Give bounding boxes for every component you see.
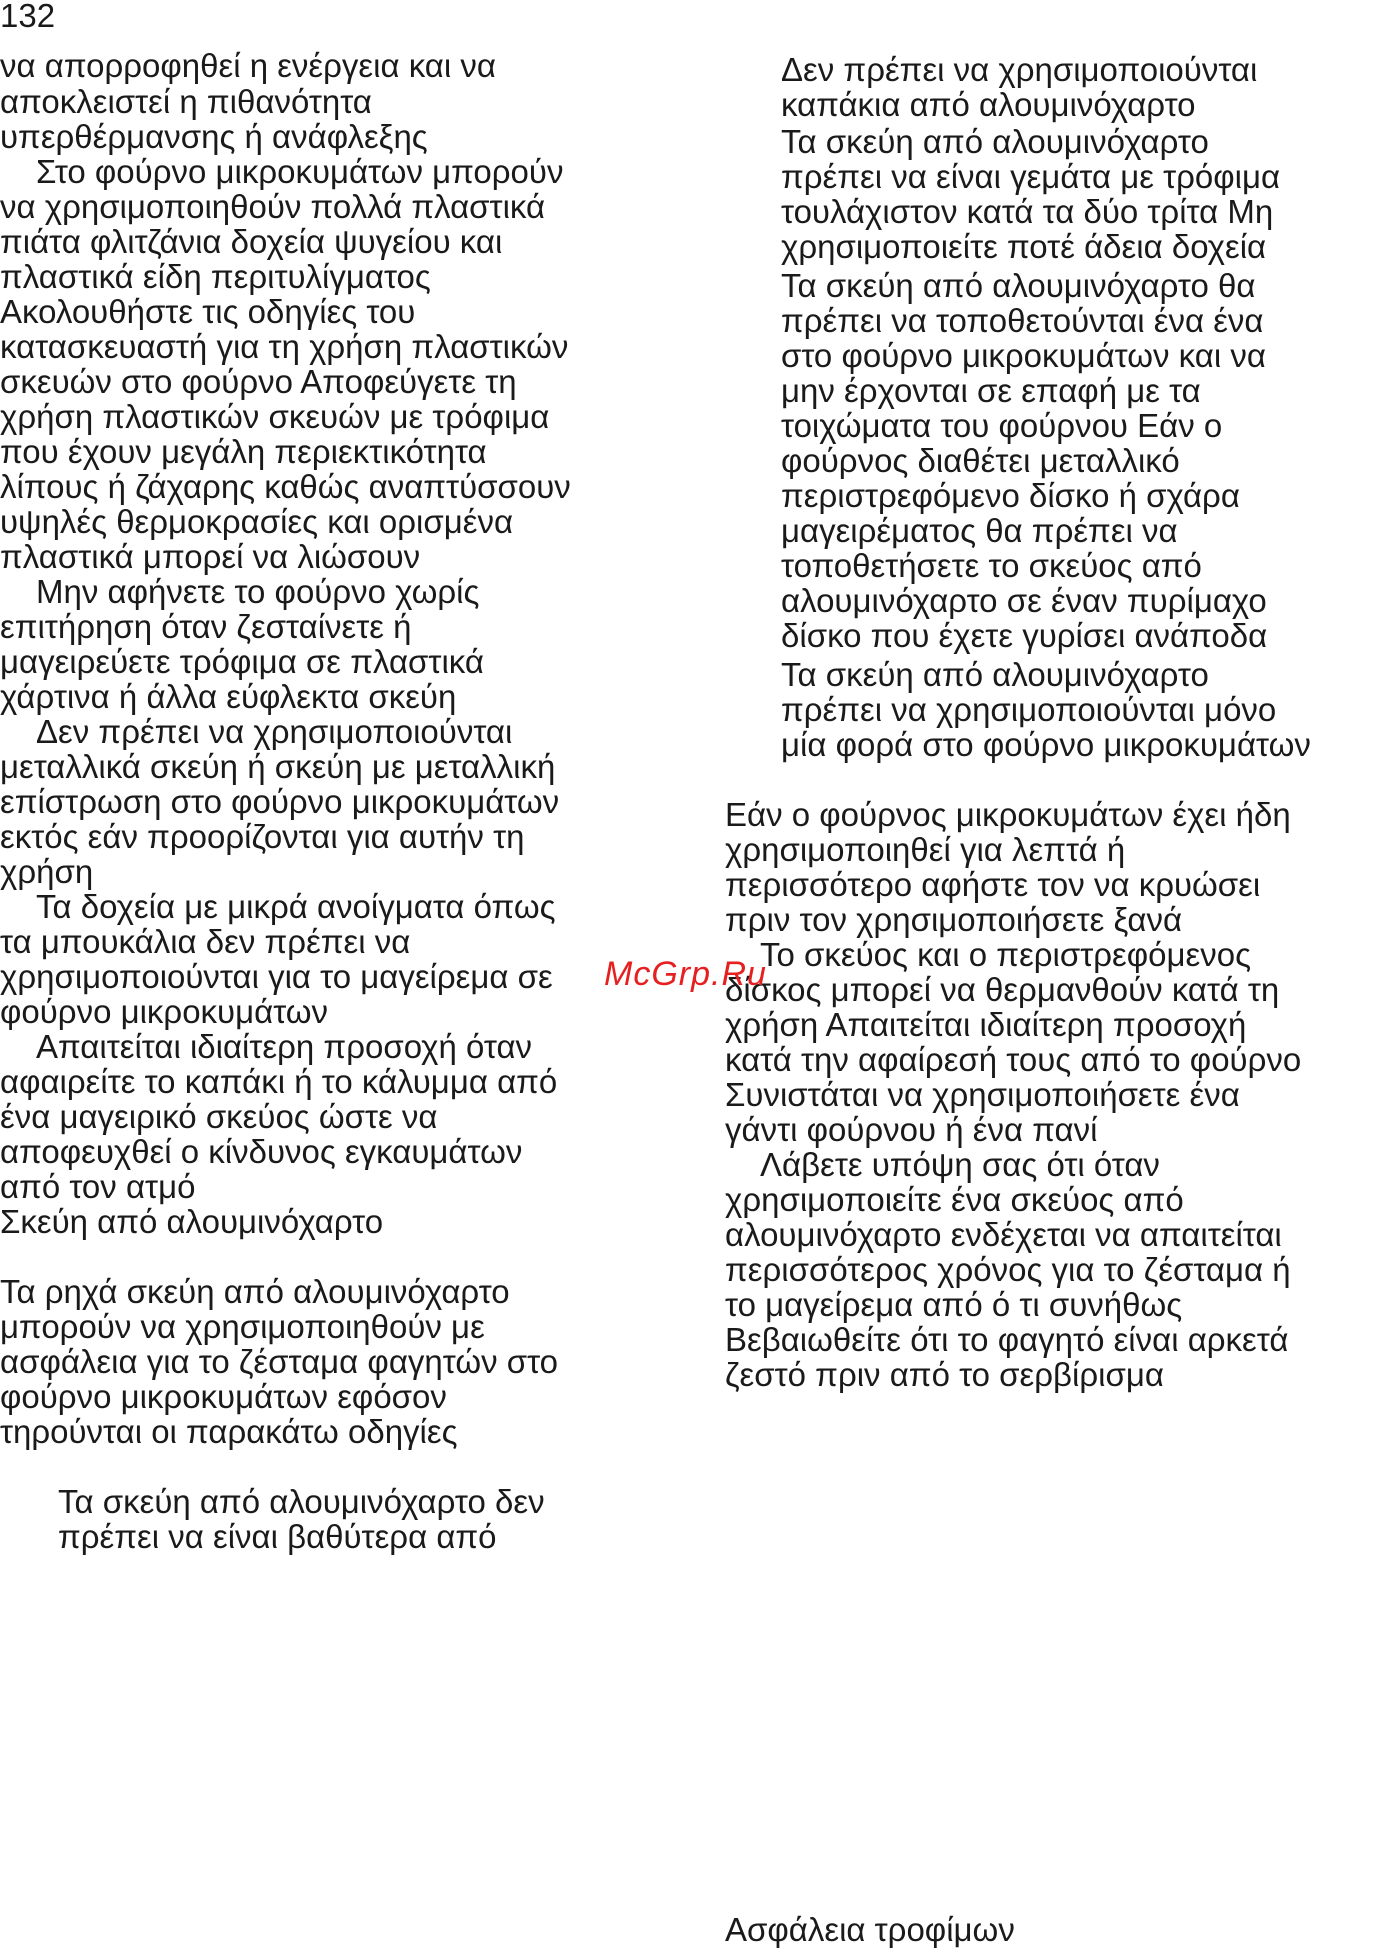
left-column-line: αποκλειστεί η πιθανότητα — [0, 83, 372, 120]
right-column-line: Το σκεύος και ο περιστρεφόμενος — [760, 936, 1252, 973]
left-column-line: που έχουν μεγάλη περιεκτικότητα — [0, 433, 487, 470]
left-column-line: μπορούν να χρησιμοποιηθούν με — [0, 1308, 485, 1345]
right-column-line: τοιχώματα του φούρνου Εάν ο — [781, 407, 1223, 444]
left-column-line: μαγειρεύετε τρόφιμα σε πλαστικά — [0, 643, 484, 680]
left-column-line: Τα δοχεία με μικρά ανοίγματα όπως — [36, 888, 556, 925]
left-column-line: πιάτα φλιτζάνια δοχεία ψυγείου και — [0, 223, 503, 260]
watermark: McGrp.Ru — [604, 955, 767, 993]
left-column-line: λίπους ή ζάχαρης καθώς αναπτύσσουν — [0, 468, 571, 505]
right-column-line: μην έρχονται σε επαφή με τα — [781, 372, 1201, 409]
left-column-line: κατασκευαστή για τη χρήση πλαστικών — [0, 328, 569, 365]
right-column-line: μία φορά στο φούρνο μικροκυμάτων — [781, 726, 1311, 763]
left-column-line: επιτήρηση όταν ζεσταίνετε ή — [0, 608, 412, 645]
left-column-line: ασφάλεια για το ζέσταμα φαγητών στο — [0, 1343, 559, 1380]
right-column-line: δίσκο που έχετε γυρίσει ανάποδα — [781, 617, 1268, 654]
right-column-line: Τα σκεύη από αλουμινόχαρτο — [781, 123, 1209, 160]
left-column-line: πρέπει να είναι βαθύτερα από — [58, 1518, 497, 1555]
right-column-line: φούρνος διαθέτει μεταλλικό — [781, 442, 1180, 479]
left-column-line: Σκεύη από αλουμινόχαρτο — [0, 1203, 384, 1240]
right-column-line: χρησιμοποιείτε ποτέ άδεια δοχεία — [781, 228, 1267, 265]
left-column-line: πλαστικά είδη περιτυλίγματος — [0, 258, 431, 295]
left-column-line: χρησιμοποιούνται για το μαγείρεμα σε — [0, 958, 553, 995]
left-column-line: πλαστικά μπορεί να λιώσουν — [0, 538, 421, 575]
left-column-line: φούρνο μικροκυμάτων — [0, 993, 329, 1030]
left-column-line: σκευών στο φούρνο Αποφεύγετε τη — [0, 363, 517, 400]
right-column-line: πρέπει να χρησιμοποιούνται μόνο — [781, 691, 1277, 728]
left-column-line: τα μπουκάλια δεν πρέπει να — [0, 923, 411, 960]
right-column-line: αλουμινόχαρτο ενδέχεται να απαιτείται — [725, 1216, 1282, 1253]
right-column-line: Δεν πρέπει να χρησιμοποιούνται — [781, 51, 1258, 88]
left-column-line: Στο φούρνο μικροκυμάτων μπορούν — [36, 153, 564, 190]
right-column-line: ζεστό πριν από το σερβίρισμα — [725, 1356, 1164, 1393]
left-column-line: αφαιρείτε το καπάκι ή το κάλυμμα από — [0, 1063, 558, 1100]
right-column-line: Βεβαιωθείτε ότι το φαγητό είναι αρκετά — [725, 1321, 1289, 1358]
left-column-line: από τον ατμό — [0, 1168, 196, 1205]
right-column-line: μαγειρέματος θα πρέπει να — [781, 512, 1178, 549]
left-column-line: Απαιτείται ιδιαίτερη προσοχή όταν — [36, 1028, 533, 1065]
right-column-line: Λάβετε υπόψη σας ότι όταν — [760, 1146, 1160, 1183]
left-column-line: χάρτινα ή άλλα εύφλεκτα σκεύη — [0, 678, 457, 715]
right-column-line: χρήση Απαιτείται ιδιαίτερη προσοχή — [725, 1006, 1247, 1043]
right-column-line: τουλάχιστον κατά τα δύο τρίτα Μη — [781, 193, 1274, 230]
left-column-line: υπερθέρμανσης ή ανάφλεξης — [0, 118, 428, 155]
right-column-line: Εάν ο φούρνος μικροκυμάτων έχει ήδη — [725, 796, 1291, 833]
left-column-line: ένα μαγειρικό σκεύος ώστε να — [0, 1098, 438, 1135]
right-column-line: δίσκος μπορεί να θερμανθούν κατά τη — [725, 971, 1280, 1008]
right-column-line: το μαγείρεμα από ό τι συνήθως — [725, 1286, 1183, 1323]
left-column-line: Τα ρηχά σκεύη από αλουμινόχαρτο — [0, 1273, 510, 1310]
left-column-line: χρήση πλαστικών σκευών με τρόφιμα — [0, 398, 550, 435]
right-column-line: πρέπει να τοποθετούνται ένα ένα — [781, 302, 1264, 339]
left-column-line: εκτός εάν προορίζονται για αυτήν τη — [0, 818, 525, 855]
right-column-line: αλουμινόχαρτο σε έναν πυρίμαχο — [781, 582, 1267, 619]
right-column-line: Συνιστάται να χρησιμοποιήσετε ένα — [725, 1076, 1240, 1113]
left-column-line: αποφευχθεί ο κίνδυνος εγκαυμάτων — [0, 1133, 523, 1170]
right-column-line: χρησιμοποιείτε ένα σκεύος από — [725, 1181, 1184, 1218]
left-column-line: Μην αφήνετε το φούρνο χωρίς — [36, 573, 480, 610]
right-column-line: περιστρεφόμενο δίσκο ή σχάρα — [781, 477, 1240, 514]
right-column-line: περισσότερος χρόνος για το ζέσταμα ή — [725, 1251, 1291, 1288]
left-column-line: να χρησιμοποιηθούν πολλά πλαστικά — [0, 188, 546, 225]
left-column-line: Δεν πρέπει να χρησιμοποιούνται — [36, 713, 513, 750]
left-column-line: χρήση — [0, 853, 94, 890]
left-column-line: μεταλλικά σκεύη ή σκεύη με μεταλλική — [0, 748, 556, 785]
right-column-line: καπάκια από αλουμινόχαρτο — [781, 86, 1196, 123]
left-column-line: τηρούνται οι παρακάτω οδηγίες — [0, 1413, 458, 1450]
page-number: 132 — [0, 0, 56, 34]
left-column-line: υψηλές θερμοκρασίες και ορισμένα — [0, 503, 514, 540]
right-column-line: κατά την αφαίρεσή τους από το φούρνο — [725, 1041, 1302, 1078]
right-column-line: Ασφάλεια τροφίμων — [725, 1911, 1015, 1948]
left-column-line: Τα σκεύη από αλουμινόχαρτο δεν — [58, 1483, 545, 1520]
left-column-line: Ακολουθήστε τις οδηγίες του — [0, 293, 416, 330]
right-column-line: Τα σκεύη από αλουμινόχαρτο — [781, 656, 1209, 693]
left-column-line: φούρνο μικροκυμάτων εφόσον — [0, 1378, 447, 1415]
right-column-line: στο φούρνο μικροκυμάτων και να — [781, 337, 1266, 374]
left-column-line: επίστρωση στο φούρνο μικροκυμάτων — [0, 783, 560, 820]
right-column-line: Τα σκεύη από αλουμινόχαρτο θα — [781, 267, 1256, 304]
right-column-line: γάντι φούρνου ή ένα πανί — [725, 1111, 1098, 1148]
right-column-line: πρέπει να είναι γεμάτα με τρόφιμα — [781, 158, 1281, 195]
right-column-line: περισσότερο αφήστε τον να κρυώσει — [725, 866, 1261, 903]
right-column-line: χρησιμοποιηθεί για λεπτά ή — [725, 831, 1126, 868]
right-column-line: τοποθετήσετε το σκεύος από — [781, 547, 1202, 584]
right-column-line: πριν τον χρησιμοποιήσετε ξανά — [725, 901, 1183, 938]
left-column-line: να απορροφηθεί η ενέργεια και να — [0, 47, 496, 84]
